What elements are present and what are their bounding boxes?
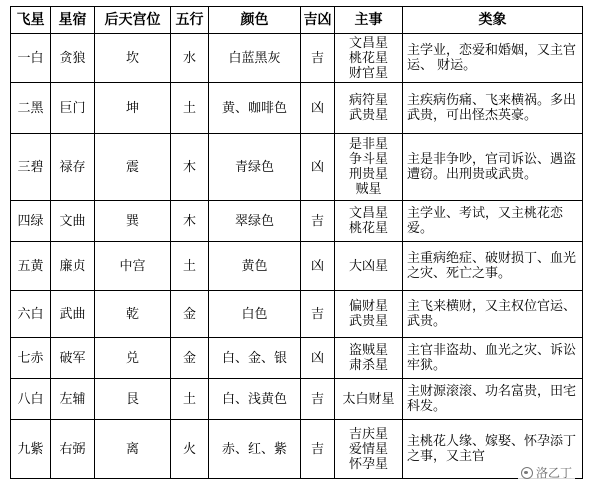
cell-image: 主财源滚滚、功名富贵，田宅科发。 [403, 379, 583, 420]
cell-color: 翠绿色 [209, 201, 301, 242]
cell-image: 主学业，恋爱和婚姻，又主官运、 财运。 [403, 34, 583, 83]
cell-image: 主桃花人缘、嫁娶、怀孕添丁之事，又主官 [403, 420, 583, 479]
cell-palace: 巽 [95, 201, 171, 242]
main-line: 肃杀星 [348, 358, 388, 373]
cell-color: 白色 [209, 291, 301, 338]
cell-image: 主是非争吵，官司诉讼、遇盗遭窃。出刑贵或武贵。 [403, 134, 583, 201]
cell-main [335, 201, 403, 242]
cell-image: 主疾病伤痛、飞来横祸。多出武贵，可出怪杰英豪。 [403, 83, 583, 134]
main-line: 偏财星 [348, 299, 388, 314]
main-line: 大凶星 [348, 258, 388, 274]
main-line: 争斗星 [348, 152, 388, 167]
cell-luck: 吉 [301, 420, 335, 479]
cell-main [335, 134, 403, 201]
cell-fly: 三碧 [11, 134, 51, 201]
cell-color: 白蓝黑灰 [209, 34, 301, 83]
cell-palace: 坎 [95, 34, 171, 83]
main-line: 盗贼星 [348, 343, 388, 358]
cell-main [335, 338, 403, 379]
main-line: 桃花星 [348, 50, 388, 66]
header-fly: 飞星 [11, 7, 51, 34]
cell-color: 黄色 [209, 242, 301, 291]
cell-luck: 吉 [301, 34, 335, 83]
main-line: 吉庆星 [348, 426, 388, 442]
cell-wuxing: 水 [171, 34, 209, 83]
cell-wuxing: 金 [171, 338, 209, 379]
table-row [11, 134, 583, 201]
watermark [518, 463, 575, 482]
cell-luck: 凶 [301, 83, 335, 134]
main-line: 桃花星 [348, 221, 388, 236]
cell-luck: 吉 [301, 291, 335, 338]
cell-palace: 艮 [95, 379, 171, 420]
cell-color: 赤、红、紫 [209, 420, 301, 479]
cell-star: 巨门 [51, 83, 95, 134]
main-line: 武贵星 [348, 108, 388, 123]
flying-stars-table [10, 6, 583, 479]
table-row [11, 338, 583, 379]
header-palace: 后天宫位 [95, 7, 171, 34]
cell-main [335, 420, 403, 479]
cell-wuxing: 金 [171, 291, 209, 338]
cell-image: 主重病绝症、破财损丁、血光之灾、死亡之事。 [403, 242, 583, 291]
cell-palace: 震 [95, 134, 171, 201]
header-row [11, 7, 583, 34]
cell-fly: 四绿 [11, 201, 51, 242]
cell-palace: 坤 [95, 83, 171, 134]
cell-palace: 乾 [95, 291, 171, 338]
table-row [11, 379, 583, 420]
cell-star: 破军 [51, 338, 95, 379]
table-row [11, 201, 583, 242]
cell-star: 文曲 [51, 201, 95, 242]
cell-color: 青绿色 [209, 134, 301, 201]
cell-star: 左辅 [51, 379, 95, 420]
cell-color: 白、浅黄色 [209, 379, 301, 420]
cell-fly: 九紫 [11, 420, 51, 479]
cell-main [335, 34, 403, 83]
cell-image: 主飞来横财，又主权位官运、武贵。 [403, 291, 583, 338]
main-line: 爱情星 [348, 441, 388, 457]
cell-wuxing: 土 [171, 242, 209, 291]
main-line: 病符星 [348, 93, 388, 108]
cell-image: 主官非盗劫、血光之灾、诉讼牢狱。 [403, 338, 583, 379]
main-line: 文昌星 [348, 206, 388, 221]
header-color: 颜色 [209, 7, 301, 34]
cell-luck: 吉 [301, 379, 335, 420]
wechat-icon [521, 467, 533, 479]
cell-luck: 凶 [301, 242, 335, 291]
cell-color: 黄、咖啡色 [209, 83, 301, 134]
cell-fly: 六白 [11, 291, 51, 338]
cell-star: 禄存 [51, 134, 95, 201]
header-luck: 吉凶 [301, 7, 335, 34]
watermark-text: 洛乙丁 [535, 466, 572, 480]
cell-color: 白、金、银 [209, 338, 301, 379]
cell-fly: 五黄 [11, 242, 51, 291]
header-main: 主事 [335, 7, 403, 34]
cell-palace: 中宫 [95, 242, 171, 291]
cell-star: 廉贞 [51, 242, 95, 291]
cell-main [335, 291, 403, 338]
main-line: 刑贵星 [348, 167, 388, 182]
cell-wuxing: 土 [171, 379, 209, 420]
cell-fly: 一白 [11, 34, 51, 83]
main-line: 太白财星 [342, 391, 395, 407]
cell-fly: 二黑 [11, 83, 51, 134]
cell-star: 右弼 [51, 420, 95, 479]
cell-wuxing: 木 [171, 201, 209, 242]
cell-main [335, 242, 403, 291]
cell-fly: 八白 [11, 379, 51, 420]
table-row [11, 83, 583, 134]
cell-main [335, 83, 403, 134]
main-line: 是非星 [348, 137, 388, 152]
main-line: 武贵星 [348, 314, 388, 329]
main-line: 怀孕星 [348, 456, 388, 472]
table-row [11, 291, 583, 338]
cell-luck: 凶 [301, 134, 335, 201]
main-line: 文昌星 [348, 35, 388, 51]
cell-wuxing: 火 [171, 420, 209, 479]
cell-wuxing: 木 [171, 134, 209, 201]
cell-star: 贪狼 [51, 34, 95, 83]
cell-luck: 吉 [301, 201, 335, 242]
cell-wuxing: 土 [171, 83, 209, 134]
cell-palace: 离 [95, 420, 171, 479]
table-row [11, 420, 583, 479]
cell-fly: 七赤 [11, 338, 51, 379]
header-wuxing: 五行 [171, 7, 209, 34]
main-line: 财官星 [348, 65, 388, 81]
cell-image: 主学业、考试，又主桃花恋爱。 [403, 201, 583, 242]
table-row [11, 242, 583, 291]
cell-main [335, 379, 403, 420]
cell-luck: 凶 [301, 338, 335, 379]
table-row [11, 34, 583, 83]
header-image: 类象 [403, 7, 583, 34]
cell-palace: 兑 [95, 338, 171, 379]
cell-star: 武曲 [51, 291, 95, 338]
header-star: 星宿 [51, 7, 95, 34]
main-line: 贼星 [355, 182, 382, 197]
